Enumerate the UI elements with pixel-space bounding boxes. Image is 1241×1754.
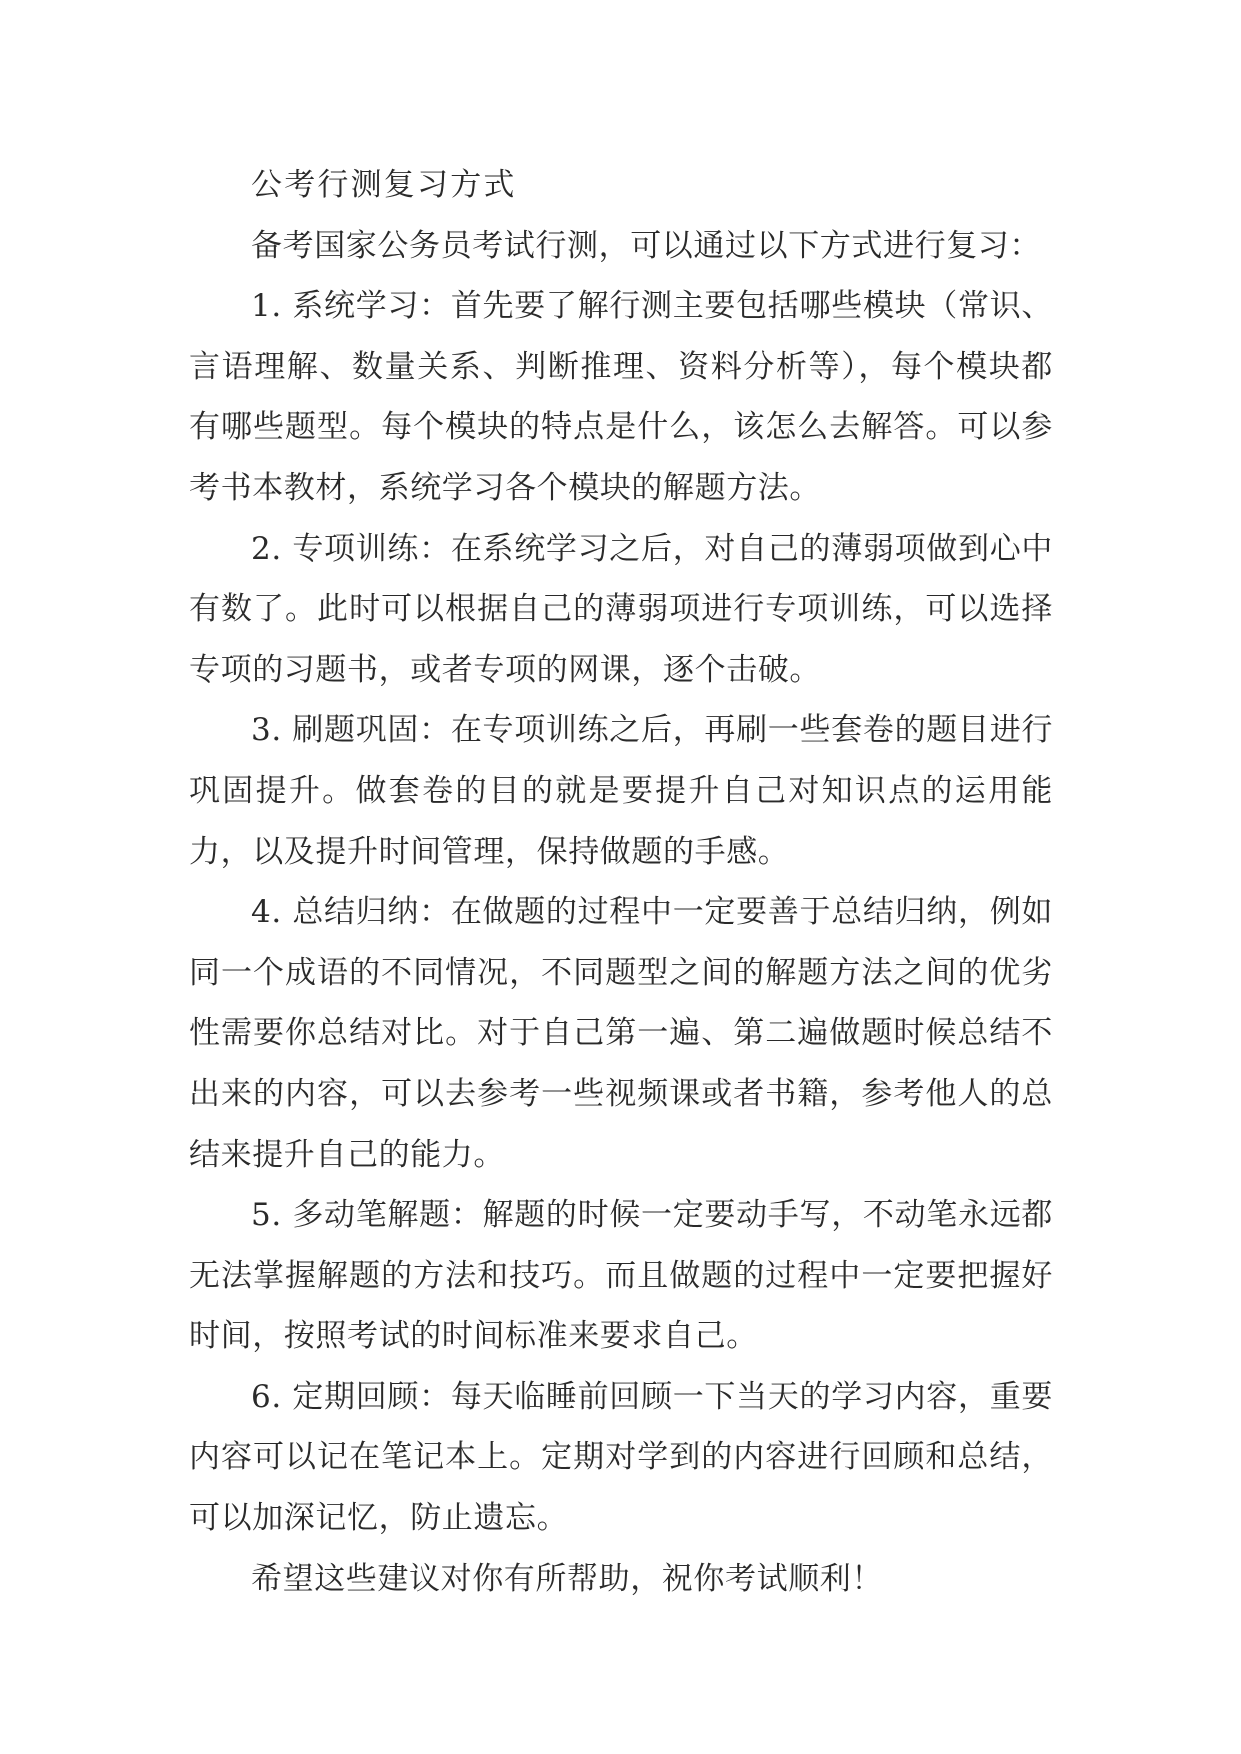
document-title: 公考行测复习方式 [251,167,517,203]
document-body [189,155,1053,1609]
list-item: 4. 总结归纳：在做题的过程中一定要善于总结归纳，例如同一个成语的不同情况，不同题型之间的解题方法之间的优劣性需要你总结对比。对于自己第一遍、第二遍做题时候总结不出来的内容，可以去参考一些视频课或者书籍，参考他人的总结来提升自己的能力。 [189,894,1053,1173]
list-item: 2. 专项训练：在系统学习之后，对自己的薄弱项做到心中有数了。此时可以根据自己的薄弱项进行专项训练，可以选择专项的习题书，或者专项的网课，逐个击破。 [189,530,1053,688]
list-item: 1. 系统学习：首先要了解行测主要包括哪些模块（常识、言语理解、数量关系、判断推理、资料分析等），每个模块都有哪些题型。每个模块的特点是什么，该怎么去解答。可以参考书本教材，系统学习各个模块的解题方法。 [189,288,1053,506]
intro-paragraph: 备考国家公务员考试行测，可以通过以下方式进行复习： [251,227,1041,264]
list-item: 5. 多动笔解题：解题的时候一定要动手写，不动笔永远都无法掌握解题的方法和技巧。而且做题的过程中一定要把握好时间，按照考试的时间标准来要求自己。 [189,1197,1053,1355]
list-item: 3. 刷题巩固：在专项训练之后，再刷一些套卷的题目进行巩固提升。做套卷的目的就是要提升自己对知识点的运用能力，以及提升时间管理，保持做题的手感。 [189,712,1053,870]
list-item: 6. 定期回顾：每天临睡前回顾一下当天的学习内容，重要内容可以记在笔记本上。定期对学到的内容进行回顾和总结，可以加深记忆，防止遗忘。 [189,1378,1053,1537]
closing-paragraph: 希望这些建议对你有所帮助，祝你考试顺利！ [251,1560,883,1597]
